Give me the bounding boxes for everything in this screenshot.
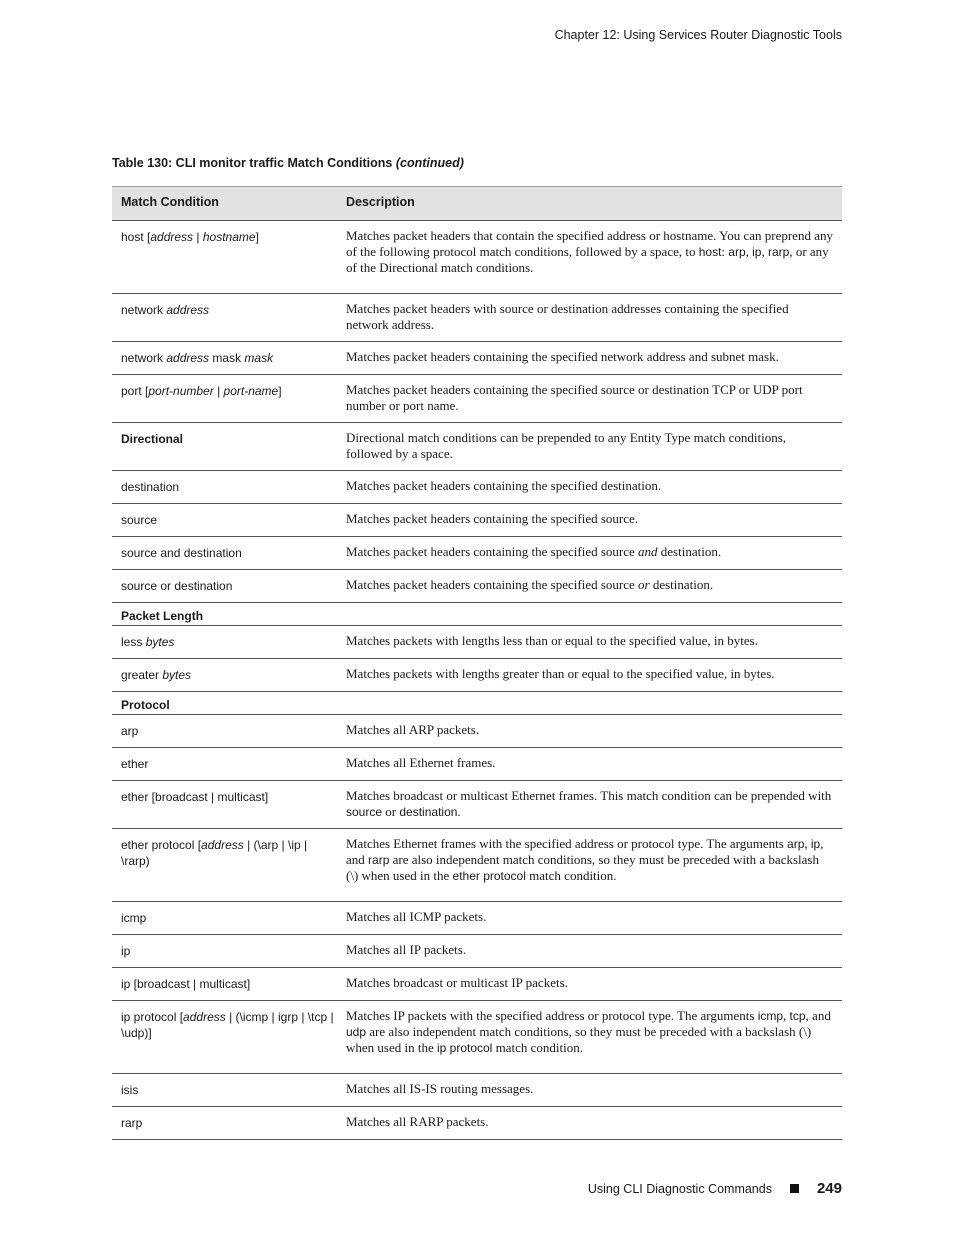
description-cell: Matches broadcast or multicast IP packets. [336, 968, 842, 1001]
header-description: Description [336, 187, 842, 221]
table-caption [112, 156, 464, 170]
description-cell: Matches all ICMP packets. [336, 902, 842, 935]
description-cell: Matches packets with lengths less than or equal to the specified value, in bytes. [336, 626, 842, 659]
table-row [112, 1074, 842, 1107]
table-row [112, 935, 842, 968]
table-row [112, 715, 842, 748]
group-row [112, 603, 842, 626]
header-match-condition: Match Condition [112, 187, 336, 221]
description-cell: Matches Ethernet frames with the specified address or protocol type. The arguments arp, ip, and rarp are also independent match conditions, so they must be preceded with a backslash (\) when used in the ether protocol match condition. [336, 829, 842, 902]
condition-cell: ip [broadcast | multicast] [112, 968, 336, 1001]
table-row [112, 748, 842, 781]
table-row [112, 1001, 842, 1074]
square-bullet-icon [790, 1184, 799, 1193]
condition-cell: less bytes [112, 626, 336, 659]
condition-cell: greater bytes [112, 659, 336, 692]
condition-cell: ether [broadcast | multicast] [112, 781, 336, 829]
description-cell: Matches packet headers containing the specified source or destination. [336, 570, 842, 603]
condition-cell: network address mask mask [112, 342, 336, 375]
table-row [112, 294, 842, 342]
empty-cell [336, 603, 842, 626]
page-footer [588, 1180, 842, 1197]
table-row [112, 781, 842, 829]
table-row [112, 626, 842, 659]
condition-cell: source [112, 504, 336, 537]
description-cell: Matches all IS-IS routing messages. [336, 1074, 842, 1107]
condition-cell: arp [112, 715, 336, 748]
condition-cell: source or destination [112, 570, 336, 603]
condition-cell: network address [112, 294, 336, 342]
condition-cell: ip protocol [address | (\icmp | igrp | \tcp | \udp)] [112, 1001, 336, 1074]
table-row [112, 968, 842, 1001]
condition-cell: ether protocol [address | (\arp | \ip | \rarp) [112, 829, 336, 902]
table-row [112, 221, 842, 294]
condition-cell: isis [112, 1074, 336, 1107]
footer-section-title: Using CLI Diagnostic Commands [587, 1181, 772, 1196]
table-row [112, 423, 842, 471]
description-cell: Matches packet headers containing the specified source or destination TCP or UDP port number or port name. [336, 375, 842, 423]
description-cell: Matches IP packets with the specified address or protocol type. The arguments icmp, tcp, and udp are also independent match conditions, so they must be preceded with a backslash (\) when used in the ip protocol match condition. [336, 1001, 842, 1074]
table-row [112, 902, 842, 935]
description-cell: Matches packet headers with source or destination addresses containing the specified network address. [336, 294, 842, 342]
description-cell: Matches packet headers containing the specified destination. [336, 471, 842, 504]
caption-continued: (continued) [395, 156, 464, 170]
group-heading-directional: Directional [112, 423, 336, 471]
table-row [112, 471, 842, 504]
table-row [112, 570, 842, 603]
condition-cell: host [address | hostname] [112, 221, 336, 294]
condition-cell: rarp [112, 1107, 336, 1140]
table-row [112, 829, 842, 902]
description-cell: Matches packet headers that contain the specified address or hostname. You can preprend any of the following protocol match conditions, followed by a space, to host: arp, ip, rarp, or any of the Directional match conditions. [336, 221, 842, 294]
table-row [112, 659, 842, 692]
match-conditions-table [112, 186, 842, 1140]
description-cell: Matches packets with lengths greater than or equal to the specified value, in bytes. [336, 659, 842, 692]
table-row [112, 504, 842, 537]
table-row [112, 375, 842, 423]
page-number: 249 [816, 1180, 842, 1197]
running-header: Chapter 12: Using Services Router Diagnostic Tools [554, 28, 842, 42]
description-cell: Matches all Ethernet frames. [336, 748, 842, 781]
description-cell: Matches all ARP packets. [336, 715, 842, 748]
condition-cell: port [port-number | port-name] [112, 375, 336, 423]
description-cell: Matches broadcast or multicast Ethernet frames. This match condition can be prepended with source or destination. [336, 781, 842, 829]
caption-title: Table 130: CLI monitor traffic Match Conditions [112, 156, 393, 170]
condition-cell: destination [112, 471, 336, 504]
group-heading-protocol: Protocol [112, 692, 336, 715]
description-cell: Matches all RARP packets. [336, 1107, 842, 1140]
condition-cell: ip [112, 935, 336, 968]
table-row [112, 537, 842, 570]
description-cell: Matches all IP packets. [336, 935, 842, 968]
condition-cell: icmp [112, 902, 336, 935]
condition-cell: source and destination [112, 537, 336, 570]
description-cell: Directional match conditions can be prepended to any Entity Type match conditions, followed by a space. [336, 423, 842, 471]
table-row [112, 1107, 842, 1140]
condition-cell: ether [112, 748, 336, 781]
table-header-row [112, 187, 842, 221]
description-cell: Matches packet headers containing the specified source and destination. [336, 537, 842, 570]
group-heading-packet-length: Packet Length [112, 603, 336, 626]
empty-cell [336, 692, 842, 715]
group-row [112, 692, 842, 715]
description-cell: Matches packet headers containing the specified source. [336, 504, 842, 537]
description-cell: Matches packet headers containing the specified network address and subnet mask. [336, 342, 842, 375]
table-row [112, 342, 842, 375]
